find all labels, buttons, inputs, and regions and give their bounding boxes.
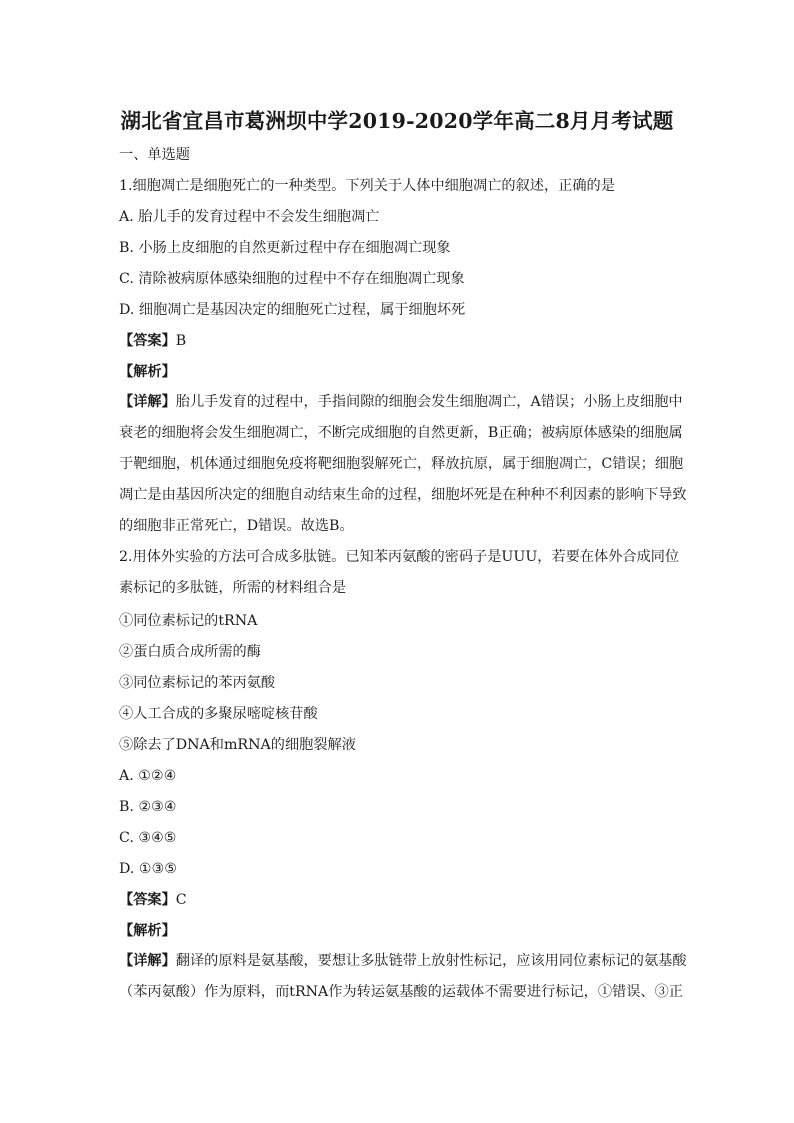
q2-option-b: B. ②③④: [119, 799, 177, 815]
q2-item-1: ①同位素标记的tRNA: [119, 613, 258, 629]
q2-stem: [119, 542, 679, 604]
answer-tag: 【答案】: [119, 333, 176, 349]
q1-answer: [119, 331, 186, 351]
detail-line: 【详解】翻译的原料是氨基酸，要想让多肽链带上放射性标记，应该用同位素标记的氨基酸: [119, 953, 687, 969]
q1-option-c: C. 清除被病原体感染细胞的过程中不存在细胞凋亡现象: [119, 271, 465, 287]
q1-option-d: D. 细胞凋亡是基因决定的细胞死亡过程，属于细胞坏死: [119, 302, 466, 318]
detail-line: 【详解】胎儿手发育的过程中，手指间隙的细胞会发生细胞凋亡，A错误；小肠上皮细胞中: [119, 394, 683, 410]
detail-line: （苯丙氨酸）作为原料，而tRNA作为转运氨基酸的运载体不需要进行标记，①错误、③正: [119, 984, 683, 1000]
answer-tag: 【答案】: [119, 892, 176, 908]
q2-detail: [119, 946, 687, 1008]
q2-item-4: ④人工合成的多聚尿嘧啶核苷酸: [119, 706, 318, 722]
q1-detail: [119, 387, 687, 542]
detail-line: 衰老的细胞将会发生细胞凋亡，不断完成细胞的自然更新，B正确；被病原体感染的细胞属: [119, 425, 683, 441]
answer-value: C: [175, 892, 187, 908]
answer-value: B: [175, 333, 187, 349]
detail-tag: 【详解】: [119, 394, 176, 410]
q1-option-b: B. 小肠上皮细胞的自然更新过程中存在细胞凋亡现象: [119, 240, 451, 256]
q2-item-2: ②蛋白质合成所需的酶: [119, 644, 261, 660]
q2-option-c: C. ③④⑤: [119, 830, 177, 846]
section-heading: 一、单选题: [119, 147, 190, 163]
q2-item-5: ⑤除去了DNA和mRNA的细胞裂解液: [119, 737, 356, 753]
q1-option-a: A. 胎儿手的发育过程中不会发生细胞凋亡: [119, 209, 380, 225]
stem-line: 素标记的多肽链，所需的材料组合是: [119, 580, 347, 596]
q2-item-3: ③同位素标记的苯丙氨酸: [119, 675, 276, 691]
q2-option-d: D. ①③⑤: [119, 861, 178, 877]
q1-analysis-tag: 【解析】: [119, 364, 176, 380]
q1-stem: 1.细胞凋亡是细胞死亡的一种类型。下列关于人体中细胞凋亡的叙述，正确的是: [119, 178, 615, 194]
page-title: 湖北省宜昌市葛洲坝中学2019-2020学年高二8月月考试题: [120, 109, 674, 133]
detail-tag: 【详解】: [119, 953, 176, 969]
detail-line: 的细胞非正常死亡，D错误。故选B。: [119, 518, 354, 534]
q2-answer: [119, 890, 187, 910]
stem-line: 2.用体外实验的方法可合成多肽链。已知苯丙氨酸的密码子是UUU，若要在体外合成同位: [119, 549, 680, 565]
detail-line: 凋亡是由基因所决定的细胞自动结束生命的过程，细胞坏死是在种种不利因素的影响下导致: [119, 487, 687, 503]
detail-line: 于靶细胞，机体通过细胞免疫将靶细胞裂解死亡，释放抗原，属于细胞凋亡，C错误；细胞: [119, 456, 684, 472]
q2-option-a: A. ①②④: [119, 768, 177, 784]
q2-analysis-tag: 【解析】: [119, 923, 176, 939]
